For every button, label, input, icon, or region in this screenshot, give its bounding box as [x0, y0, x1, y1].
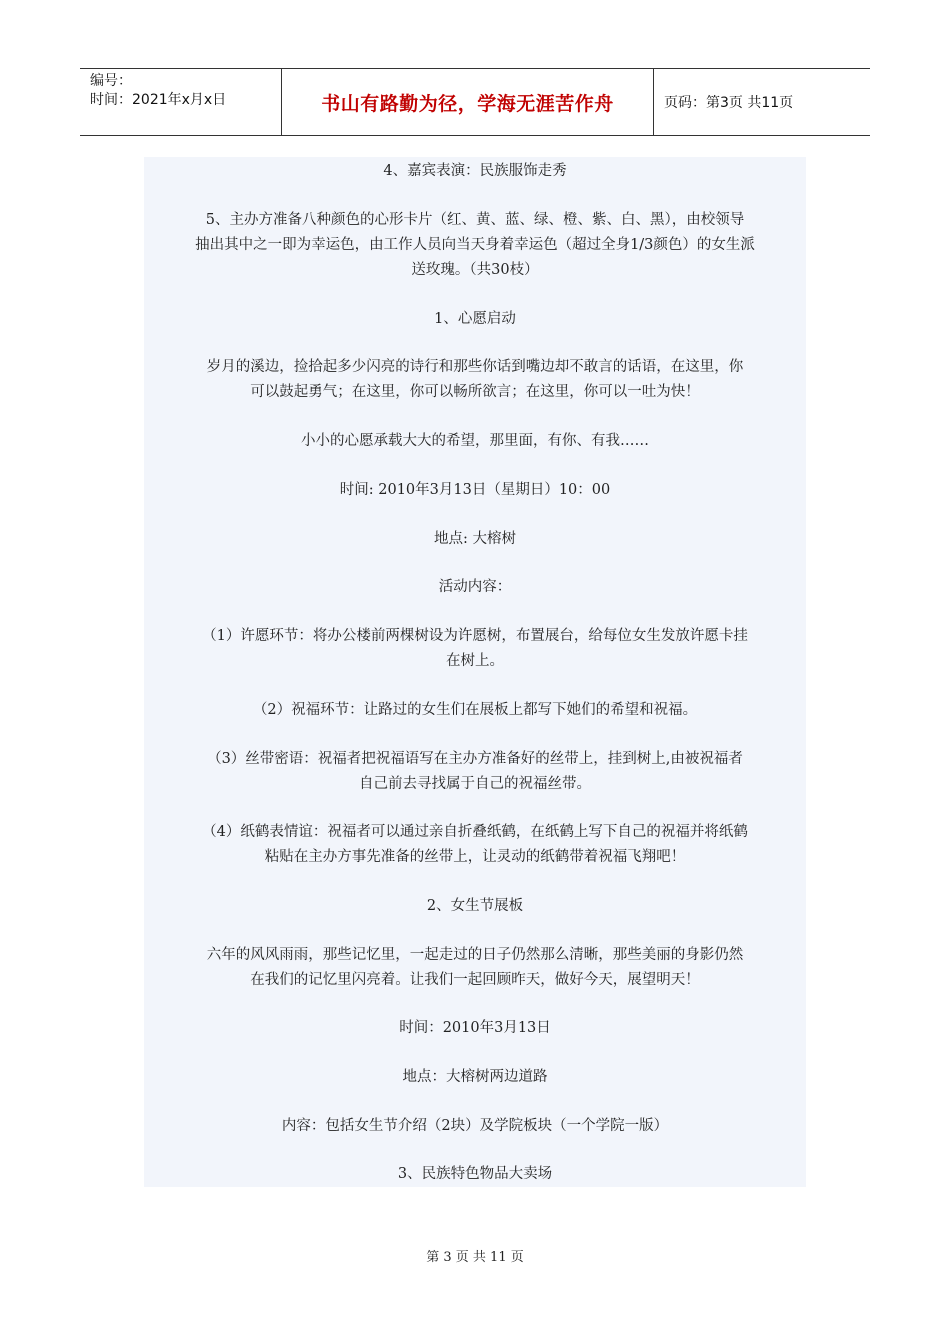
page-footer: 第 3 页 共 11 页: [426, 1250, 524, 1265]
paragraph-wish-intro: 岁月的溪边，捡拾起多少闪亮的诗行和那些你话到嘴边却不敢言的话语，在这里，你 可以鼓起勇气；在这里，你可以畅所欲言；在这里，你可以一吐为快！: [206, 359, 744, 400]
document-body: [144, 157, 806, 1187]
paragraph-wish-place: 地点: 大榕树: [434, 531, 516, 547]
document-number-label: 编号：: [90, 73, 132, 89]
section-heading-market: 3、民族特色物品大卖场: [397, 1166, 553, 1182]
paragraph-wish-time: 时间: 2010年3月13日（星期日）10：00: [339, 482, 611, 498]
header-motto: 书山有路勤为径，学海无涯苦作舟: [282, 69, 654, 135]
paragraph-board-place: 地点：大榕树两边道路: [402, 1069, 548, 1085]
paragraph-activity-label: 活动内容：: [438, 579, 512, 595]
header-page-number: 页码：第3页 共11页: [664, 95, 794, 111]
section-heading-wish: 1、心愿启动: [434, 311, 516, 327]
paragraph-board-intro: 六年的风风雨雨，那些记忆里，一起走过的日子仍然那么清晰，那些美丽的身影仍然 在我们的记忆里闪亮着。让我们一起回顾昨天，做好今天，展望明天！: [206, 947, 744, 988]
header-info-cell: [80, 69, 282, 135]
paragraph-item-3: （3）丝带密语：祝福者把祝福语写在主办方准备好的丝带上，挂到树上,由被祝福者 自己前去寻找属于自己的祝福丝带。: [207, 751, 743, 792]
page-header: [80, 68, 870, 136]
document-time-label: 时间：2021年x月x日: [90, 92, 227, 108]
paragraph-item-1: （1）许愿环节：将办公楼前两棵树设为许愿树，布置展台，给每位女生发放许愿卡挂 在树上。: [202, 628, 748, 669]
section-heading-board: 2、女生节展板: [426, 898, 524, 914]
paragraph-board-content: 内容：包括女生节介绍（2块）及学院板块（一个学院一版）: [281, 1118, 669, 1134]
paragraph-guest-show: 4、嘉宾表演：民族服饰走秀: [383, 163, 567, 179]
paragraph-lucky-color: 5、主办方准备八种颜色的心形卡片（红、黄、蓝、绿、橙、紫、白、黑），由校领导 抽出其中之一即为幸运色，由工作人员向当天身着幸运色（超过全身1/3颜色）的女生派 送玫瑰。（共30枝）: [195, 212, 755, 278]
paragraph-wish-hope: 小小的心愿承载大大的希望，那里面，有你、有我……: [301, 433, 649, 449]
paragraph-item-2: （2）祝福环节：让路过的女生们在展板上都写下她们的希望和祝福。: [252, 702, 698, 718]
paragraph-board-time: 时间：2010年3月13日: [399, 1020, 551, 1036]
paragraph-item-4: （4）纸鹤表情谊：祝福者可以通过亲自折叠纸鹤，在纸鹤上写下自己的祝福并将纸鹤 粘贴在主办方事先准备的丝带上，让灵动的纸鹤带着祝福飞翔吧！: [202, 824, 748, 865]
